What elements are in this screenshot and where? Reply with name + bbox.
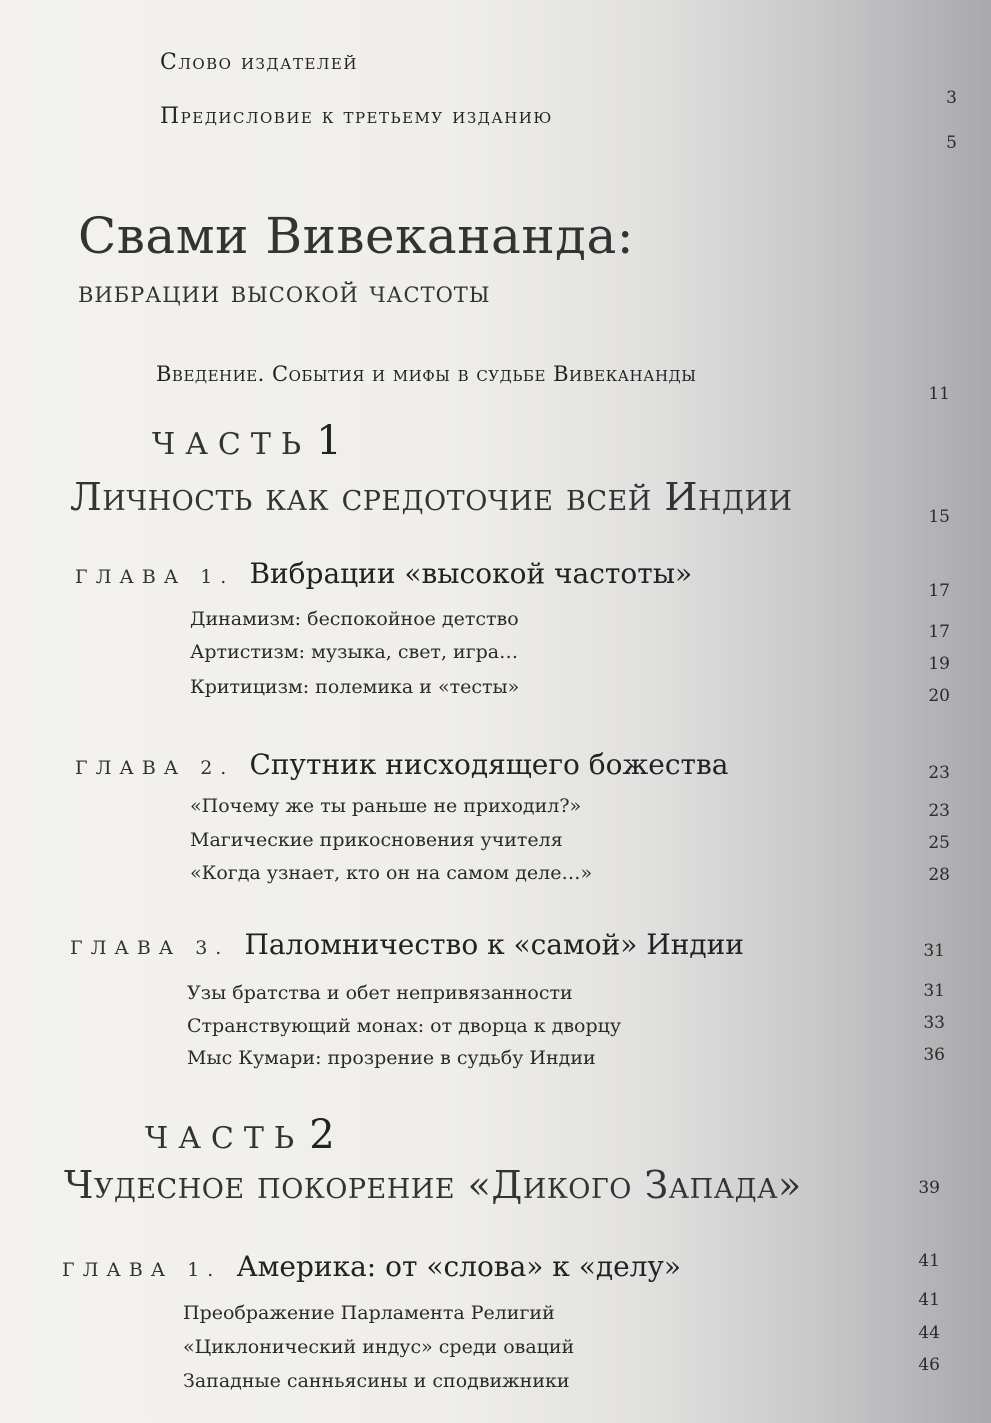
page-number: 17	[928, 581, 950, 601]
page-number: 41	[918, 1251, 940, 1271]
page-number: 39	[918, 1178, 940, 1198]
toc-entry-section[interactable]: «Циклонический индус» среди оваций	[183, 1336, 575, 1358]
toc-entry-section[interactable]: «Когда узнает, кто он на самом деле…»	[190, 862, 593, 884]
part-label: ЧАСТЬ	[152, 427, 312, 462]
toc-entry-chapter[interactable]	[62, 1250, 681, 1283]
book-title: Свами Вивекананда:	[78, 207, 635, 265]
page-number: 11	[928, 384, 950, 404]
chapter-title: Спутник нисходящего божества	[249, 748, 729, 781]
page-number: 31	[923, 941, 945, 961]
page-number: 28	[928, 865, 950, 885]
toc-entry-section[interactable]: Магические прикосновения учителя	[190, 829, 563, 851]
toc-entry-section[interactable]: Преображение Парламента Религий	[183, 1302, 555, 1324]
chapter-label: ГЛАВА 1.	[75, 566, 235, 588]
page-number: 23	[928, 763, 950, 783]
chapter-label: ГЛАВА 1.	[62, 1259, 222, 1281]
page-number: 23	[928, 801, 950, 821]
toc-entry-chapter[interactable]	[70, 928, 744, 961]
part-number: 1	[316, 418, 342, 464]
part-number: 2	[309, 1112, 335, 1158]
page-number: 5	[946, 133, 957, 153]
toc-entry-introduction[interactable]: Введение. События и мифы в судьбе Вивекананды	[156, 362, 697, 386]
toc-entry-section[interactable]: «Почему же ты раньше не приходил?»	[190, 795, 582, 817]
page-number: 19	[928, 654, 950, 674]
toc-entry-chapter[interactable]	[75, 748, 728, 781]
page-number: 33	[923, 1013, 945, 1033]
page-number: 31	[923, 981, 945, 1001]
toc-entry-publishers-word[interactable]: Слово издателей	[160, 50, 358, 75]
toc-entry-section[interactable]: Узы братства и обет непривязанности	[187, 982, 573, 1004]
chapter-title: Вибрации «высокой частоты»	[249, 557, 693, 590]
page-number: 36	[923, 1045, 945, 1065]
page-number: 15	[928, 507, 950, 527]
part-heading	[145, 1112, 335, 1158]
page-number: 41	[918, 1290, 940, 1310]
toc-entry-section[interactable]: Артистизм: музыка, свет, игра…	[190, 641, 519, 663]
page-number: 46	[918, 1355, 940, 1375]
chapter-label: ГЛАВА 3.	[70, 937, 230, 959]
toc-entry-preface[interactable]: Предисловие к третьему изданию	[160, 104, 553, 129]
page-number: 44	[918, 1323, 940, 1343]
book-subtitle: вибрации высокой частоты	[78, 275, 491, 310]
chapter-title: Америка: от «слова» к «делу»	[236, 1250, 682, 1283]
toc-entry-section[interactable]: Странствующий монах: от дворца к дворцу	[187, 1015, 622, 1037]
toc-entry-section[interactable]: Западные санньясины и сподвижники	[183, 1370, 570, 1392]
toc-entry-part-2[interactable]: Чудесное покорение «Дикого Запада»	[64, 1163, 802, 1207]
page-number: 20	[928, 686, 950, 706]
chapter-label: ГЛАВА 2.	[75, 757, 235, 779]
toc-entry-chapter[interactable]	[75, 557, 692, 590]
toc-entry-section[interactable]: Динамизм: беспокойное детство	[190, 608, 519, 630]
toc-entry-section[interactable]: Критицизм: полемика и «тесты»	[190, 676, 520, 698]
chapter-title: Паломничество к «самой» Индии	[244, 928, 744, 961]
page-number: 25	[928, 833, 950, 853]
toc-entry-section[interactable]: Мыс Кумари: прозрение в судьбу Индии	[187, 1047, 596, 1069]
part-label: ЧАСТЬ	[145, 1121, 305, 1156]
page-number: 3	[946, 88, 957, 108]
toc-entry-part-1[interactable]: Личность как средоточие всей Индии	[70, 475, 793, 519]
page-number: 17	[928, 622, 950, 642]
part-heading	[152, 418, 342, 464]
